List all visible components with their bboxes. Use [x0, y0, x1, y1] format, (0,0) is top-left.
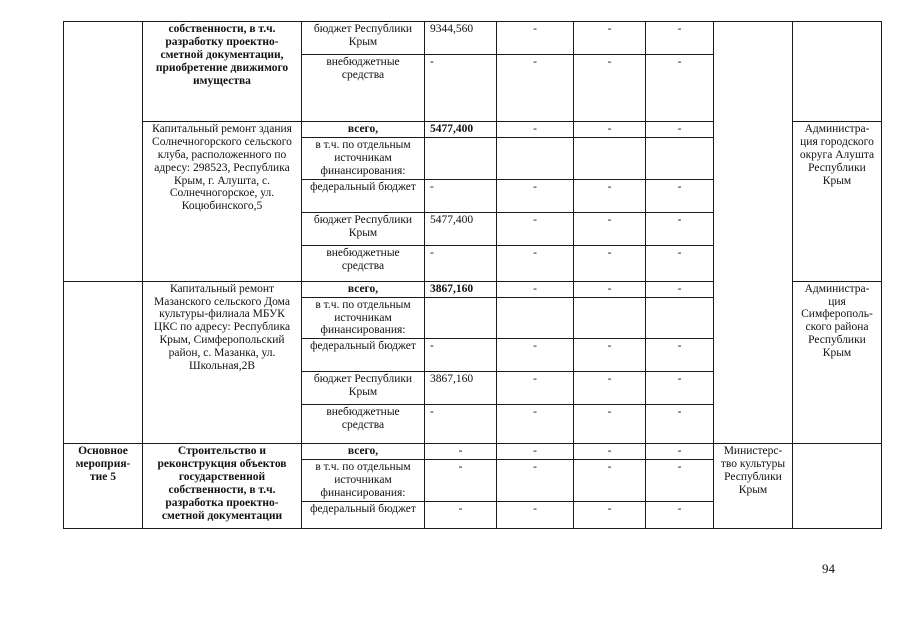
value-cell: - [497, 460, 574, 502]
coexecutor-cell [714, 22, 793, 444]
amount-cell: - [425, 245, 497, 281]
value-cell: - [574, 212, 646, 245]
event-cell [64, 281, 143, 444]
page-number: 94 [822, 561, 835, 576]
value-cell: - [646, 179, 714, 212]
value-cell: - [646, 444, 714, 460]
table-row [64, 22, 882, 55]
table-row [64, 444, 882, 460]
event-cell [64, 22, 143, 282]
value-cell: - [574, 444, 646, 460]
value-cell [646, 138, 714, 180]
event-cell: Основное мероприя-тие 5 [64, 444, 143, 529]
source-cell: всего, [302, 122, 425, 138]
budget-table [63, 21, 882, 529]
amount-cell: - [425, 339, 497, 372]
source-cell: федеральный бюджет [302, 501, 425, 528]
value-cell: - [497, 405, 574, 444]
source-cell: внебюджетные средства [302, 405, 425, 444]
value-cell: - [497, 339, 574, 372]
value-cell: - [497, 22, 574, 55]
description-cell: собственности, в т.ч. разработку проектно-сметной документации, приобретение движимого имущества [143, 22, 302, 122]
value-cell [646, 297, 714, 339]
amount-cell: 3867,160 [425, 281, 497, 297]
source-cell: в т.ч. по отдельным источникам финансирования: [302, 297, 425, 339]
executor-cell [793, 22, 882, 122]
value-cell: - [646, 501, 714, 528]
amount-cell: - [425, 501, 497, 528]
source-cell: в т.ч. по отдельным источникам финансирования: [302, 138, 425, 180]
value-cell [497, 138, 574, 180]
value-cell: - [497, 281, 574, 297]
value-cell [497, 297, 574, 339]
value-cell: - [574, 372, 646, 405]
value-cell: - [646, 22, 714, 55]
value-cell: - [497, 444, 574, 460]
value-cell: - [574, 460, 646, 502]
value-cell: - [497, 55, 574, 122]
amount-cell: - [425, 444, 497, 460]
value-cell: - [574, 339, 646, 372]
coexecutor-cell: Министерс-тво культуры Республики Крым [714, 444, 793, 529]
value-cell: - [646, 372, 714, 405]
value-cell: - [497, 245, 574, 281]
value-cell: - [646, 460, 714, 502]
value-cell: - [574, 122, 646, 138]
source-cell: бюджет Республики Крым [302, 372, 425, 405]
value-cell: - [646, 281, 714, 297]
value-cell: - [574, 55, 646, 122]
value-cell: - [574, 179, 646, 212]
amount-cell [425, 138, 497, 180]
amount-cell: - [425, 405, 497, 444]
value-cell: - [646, 55, 714, 122]
amount-cell [425, 297, 497, 339]
value-cell: - [646, 212, 714, 245]
value-cell: - [497, 501, 574, 528]
description-cell: Капитальный ремонт Мазанского сельского Дома культуры-филиала МБУК ЦКС по адресу: Республика Крым, Симферопольский район, с. Мазанка, ул. Школьная,2В [143, 281, 302, 444]
executor-cell: Администра-ция городского округа Алушта Республики Крым [793, 122, 882, 282]
value-cell: - [574, 281, 646, 297]
value-cell: - [646, 339, 714, 372]
value-cell: - [646, 122, 714, 138]
value-cell [574, 297, 646, 339]
source-cell: федеральный бюджет [302, 179, 425, 212]
source-cell: федеральный бюджет [302, 339, 425, 372]
value-cell [574, 138, 646, 180]
value-cell: - [497, 212, 574, 245]
value-cell: - [574, 22, 646, 55]
source-cell: бюджет Республики Крым [302, 22, 425, 55]
value-cell: - [646, 245, 714, 281]
amount-cell: 5477,400 [425, 212, 497, 245]
source-cell: всего, [302, 444, 425, 460]
amount-cell: 5477,400 [425, 122, 497, 138]
value-cell: - [574, 405, 646, 444]
amount-cell: 9344,560 [425, 22, 497, 55]
executor-cell: Администра-ция Симферополь-ского района Республики Крым [793, 281, 882, 444]
source-cell: внебюджетные средства [302, 55, 425, 122]
amount-cell: - [425, 460, 497, 502]
source-cell: бюджет Республики Крым [302, 212, 425, 245]
source-cell: всего, [302, 281, 425, 297]
value-cell: - [574, 245, 646, 281]
executor-cell [793, 444, 882, 529]
amount-cell: - [425, 55, 497, 122]
amount-cell: 3867,160 [425, 372, 497, 405]
value-cell: - [497, 372, 574, 405]
value-cell: - [574, 501, 646, 528]
amount-cell: - [425, 179, 497, 212]
value-cell: - [646, 405, 714, 444]
value-cell: - [497, 122, 574, 138]
description-cell: Капитальный ремонт здания Солнечногорского сельского клуба, расположенного по адресу: 298523, Республика Крым, г. Алушта, с. Солнечногорское, ул. Коцюбинского,5 [143, 122, 302, 282]
source-cell: в т.ч. по отдельным источникам финансирования: [302, 460, 425, 502]
value-cell: - [497, 179, 574, 212]
source-cell: внебюджетные средства [302, 245, 425, 281]
description-cell: Строительство и реконструкция объектов государственной собственности, в т.ч. разработка проектно-сметной документации [143, 444, 302, 529]
